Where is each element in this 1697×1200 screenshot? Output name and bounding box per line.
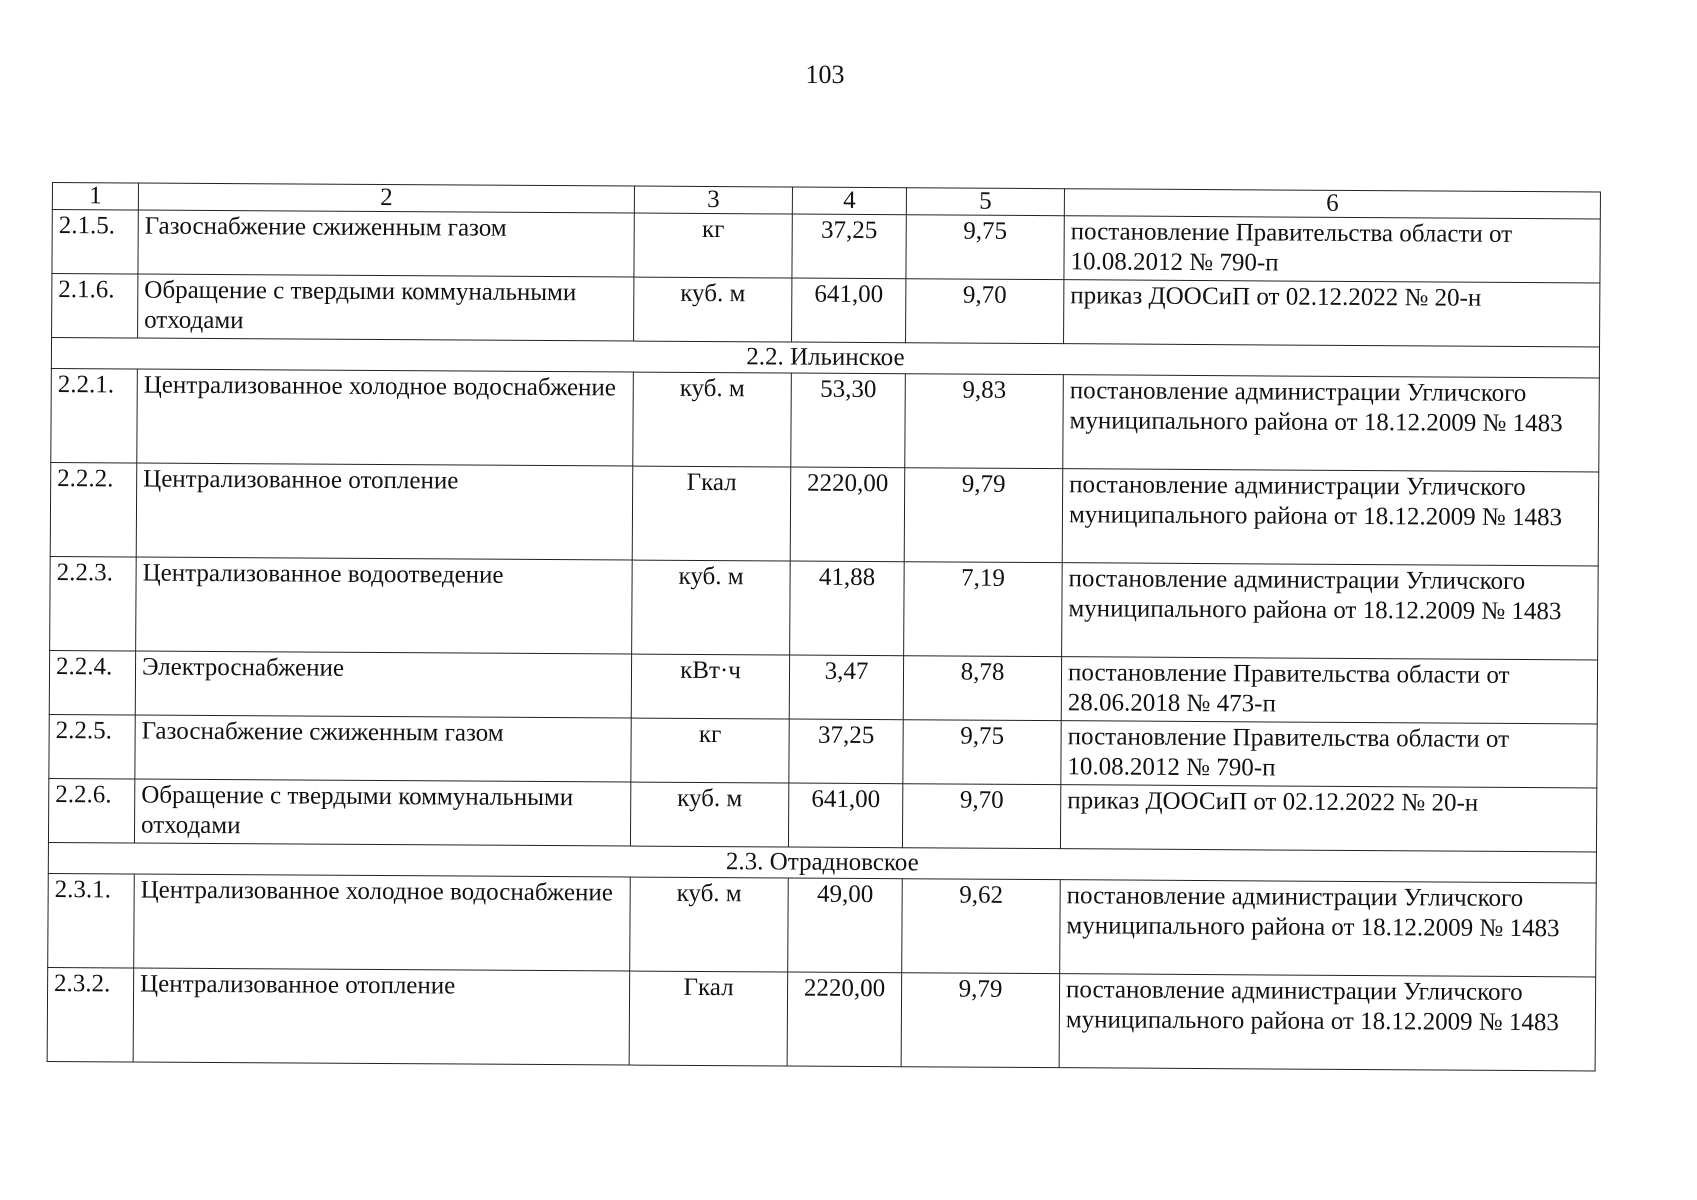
value: 37,25 (792, 214, 906, 279)
table-row (50, 462, 1599, 565)
percent: 9,70 (902, 784, 1060, 849)
unit: куб. м (630, 782, 788, 847)
row-number: 2.2.3. (50, 556, 137, 651)
percent: 9,79 (904, 468, 1063, 563)
legal-document: постановление администрации Угличского муниципального района от 18.12.2009 № 1483 (1060, 880, 1597, 977)
column-header: 4 (792, 187, 906, 215)
row-number: 2.2.1. (51, 368, 138, 463)
percent: 9,79 (901, 973, 1060, 1068)
column-header: 2 (138, 183, 634, 213)
service-name: Централизованное холодное водоснабжение (137, 369, 634, 466)
service-name: Централизованное отопление (133, 968, 630, 1065)
unit: Гкал (632, 466, 791, 561)
percent: 9,75 (903, 720, 1061, 785)
service-name: Газоснабжение сжиженным газом (135, 715, 631, 782)
unit: куб. м (630, 877, 789, 972)
legal-document: постановление Правительства области от 10.08.2012 № 790-п (1064, 216, 1600, 283)
column-header: 3 (634, 186, 792, 214)
table-row (50, 556, 1599, 659)
legal-document: постановление Правительства области от 28.06.2018 № 473-п (1061, 657, 1597, 724)
column-header: 1 (52, 183, 138, 211)
table-row (51, 368, 1600, 471)
row-number: 2.3.2. (47, 967, 134, 1062)
row-number: 2.2.4. (49, 650, 135, 715)
value: 641,00 (788, 783, 902, 848)
value: 49,00 (788, 878, 903, 973)
percent: 9,75 (906, 215, 1064, 280)
percent: 9,83 (905, 374, 1064, 469)
service-name: Обращение с твердыми коммунальными отходами (134, 779, 630, 846)
legal-document: приказ ДООСиП от 02.12.2022 № 20-н (1064, 280, 1600, 347)
unit: Гкал (629, 971, 788, 1066)
table-row (48, 873, 1597, 976)
row-number: 2.2.5. (49, 714, 135, 779)
service-name: Централизованное холодное водоснабжение (134, 874, 631, 971)
service-name: Централизованное водоотведение (136, 557, 633, 654)
percent: 8,78 (903, 656, 1061, 721)
tariff-table (47, 182, 1601, 1071)
unit: кг (634, 213, 792, 278)
column-header: 5 (906, 188, 1064, 216)
unit: кВт·ч (631, 654, 789, 719)
service-name: Электроснабжение (135, 651, 631, 718)
row-number: 2.2.6. (48, 778, 134, 843)
table-row (49, 650, 1597, 723)
unit: куб. м (633, 372, 792, 467)
unit: кг (631, 718, 789, 783)
table-row (47, 967, 1596, 1070)
legal-document: приказ ДООСиП от 02.12.2022 № 20-н (1060, 785, 1596, 852)
value: 3,47 (789, 655, 903, 720)
column-header: 6 (1064, 189, 1600, 219)
row-number: 2.1.6. (52, 274, 138, 339)
legal-document: постановление администрации Угличского муниципального района от 18.12.2009 № 1483 (1062, 563, 1599, 660)
table-row (52, 274, 1600, 347)
table-row (52, 210, 1600, 283)
value: 641,00 (792, 278, 906, 343)
section-heading: 2.3. Отрадновское (48, 842, 1596, 882)
page-number: 103 (805, 60, 845, 89)
service-name: Обращение с твердыми коммунальными отходами (138, 274, 634, 341)
unit: куб. м (634, 277, 792, 342)
row-number: 2.3.1. (48, 873, 135, 968)
legal-document: постановление администрации Угличского муниципального района от 18.12.2009 № 1483 (1059, 974, 1596, 1071)
value: 37,25 (789, 719, 903, 784)
row-number: 2.1.5. (52, 210, 138, 275)
percent: 7,19 (904, 562, 1063, 657)
legal-document: постановление администрации Угличского муниципального района от 18.12.2009 № 1483 (1062, 469, 1599, 566)
table-row (48, 778, 1596, 851)
table-row (49, 714, 1597, 787)
value: 2220,00 (787, 972, 902, 1067)
value: 41,88 (790, 561, 905, 656)
section-heading: 2.2. Ильинское (51, 338, 1599, 378)
unit: куб. м (632, 560, 791, 655)
percent: 9,70 (906, 279, 1064, 344)
service-name: Централизованное отопление (136, 463, 633, 560)
value: 2220,00 (790, 467, 905, 562)
row-number: 2.2.2. (50, 462, 137, 557)
value: 53,30 (791, 373, 906, 468)
legal-document: постановление Правительства области от 10.08.2012 № 790-п (1061, 721, 1597, 788)
service-name: Газоснабжение сжиженным газом (138, 210, 634, 277)
legal-document: постановление администрации Угличского муниципального района от 18.12.2009 № 1483 (1063, 375, 1600, 472)
percent: 9,62 (902, 879, 1061, 974)
